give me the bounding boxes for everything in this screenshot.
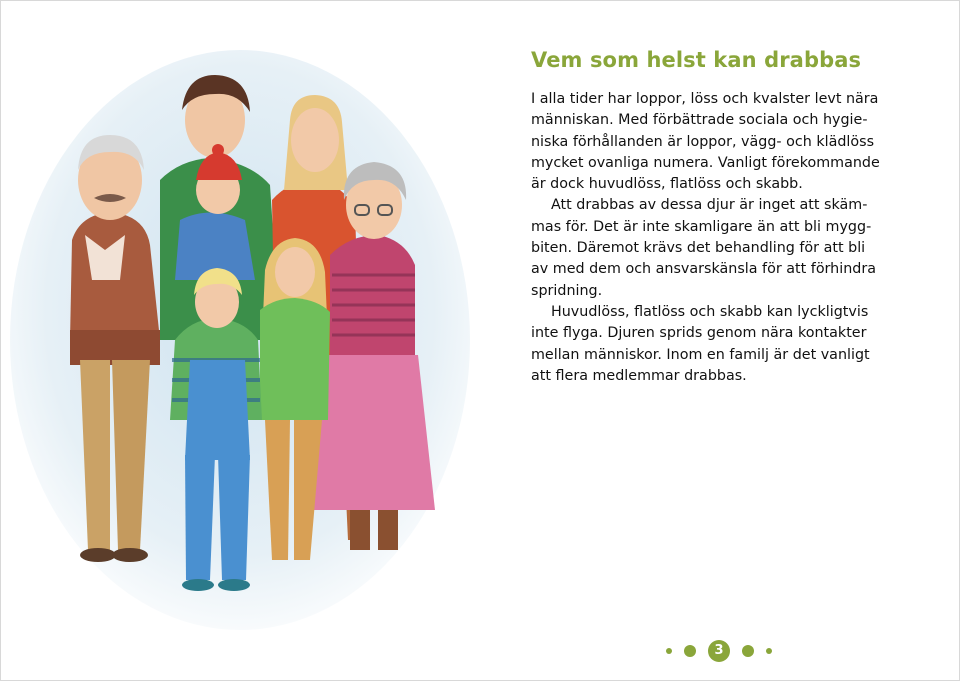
body-line: av med dem och ansvarskänsla för att förhindra xyxy=(531,261,876,278)
body-line: människan. Med förbättrade sociala och hygie- xyxy=(531,112,868,129)
body-line: är dock huvudlöss, flatlöss och skabb. xyxy=(531,176,803,193)
body-line: I alla tider har loppor, löss och kvalster levt nära xyxy=(531,91,879,107)
body-line: biten. Däremot krävs det behandling för att bli xyxy=(531,240,866,257)
ornament-dot-small xyxy=(766,648,772,654)
body-line: att flera medlemmar drabbas. xyxy=(531,367,747,384)
ornament-dot-large xyxy=(742,645,754,657)
body-line: mas för. Det är inte skamligare än att bli mygg- xyxy=(531,218,872,235)
family-illustration xyxy=(10,40,480,640)
body-line: Att drabbas av dessa djur är inget att skäm- xyxy=(551,197,868,214)
article-title: Vem som helst kan drabbas xyxy=(531,48,862,72)
page-number-ornament xyxy=(664,638,778,664)
ornament-dot-small xyxy=(666,648,672,654)
ornament-dot-large xyxy=(684,645,696,657)
body-line: niska förhållanden är loppor, vägg- och klädlöss xyxy=(531,133,875,150)
body-line: mycket ovanliga numera. Vanligt förekommande xyxy=(531,154,880,171)
body-line: Huvudlöss, flatlöss och skabb kan lyckligtvis xyxy=(551,303,869,320)
body-line: inte flyga. Djuren sprids genom nära kontakter xyxy=(531,325,867,342)
body-line: spridning. xyxy=(531,282,603,299)
article-body xyxy=(531,89,911,387)
page-number-badge: 3 xyxy=(708,640,730,662)
body-line: mellan människor. Inom en familj är det vanligt xyxy=(531,346,870,363)
